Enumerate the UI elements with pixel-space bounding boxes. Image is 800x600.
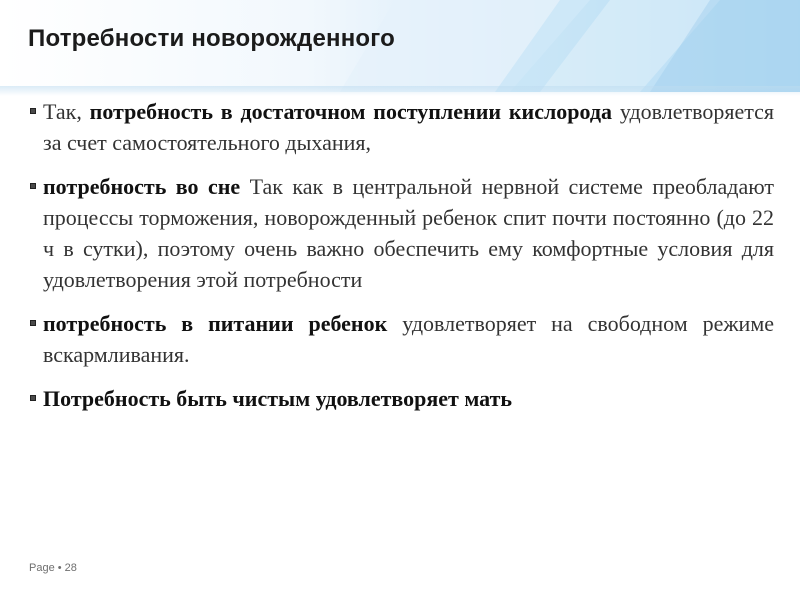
header-divider bbox=[0, 86, 800, 96]
header-band bbox=[0, 0, 800, 92]
square-bullet-icon bbox=[30, 108, 36, 114]
list-item bbox=[30, 308, 774, 370]
paragraph-text: удовлетворяет на свободном режиме вскармливания. bbox=[43, 311, 775, 367]
paragraph-lead: Так, bbox=[43, 99, 90, 124]
square-bullet-icon bbox=[30, 395, 36, 401]
square-bullet-icon bbox=[30, 183, 36, 189]
page-number: Page • 28 bbox=[29, 562, 77, 574]
paragraph-bold: потребность в питании ребенок bbox=[43, 311, 388, 336]
list-item bbox=[30, 383, 774, 414]
list-item bbox=[30, 96, 774, 158]
paragraph-bold: потребность во сне bbox=[43, 174, 241, 199]
list-item bbox=[30, 171, 774, 295]
slide-content bbox=[30, 96, 774, 427]
paragraph-text: удовлетворяется за счет самостоятельного дыхания, bbox=[43, 99, 775, 155]
paragraph-bold: Потребность быть чистым удовлетворяет мать bbox=[43, 386, 513, 411]
page-title: Потребности новорожденного bbox=[28, 25, 395, 52]
square-bullet-icon bbox=[30, 320, 36, 326]
paragraph-bold: потребность в достаточном поступлении кислорода bbox=[89, 99, 613, 124]
paragraph-text: Так как в центральной нервной системе преобладают процессы торможения, новорожденный ребенок спит почти постоянно (до 22 ч в сутки), поэтому очень важно обеспечить ему комфортные условия для удовлетворения этой потребности bbox=[43, 174, 775, 292]
